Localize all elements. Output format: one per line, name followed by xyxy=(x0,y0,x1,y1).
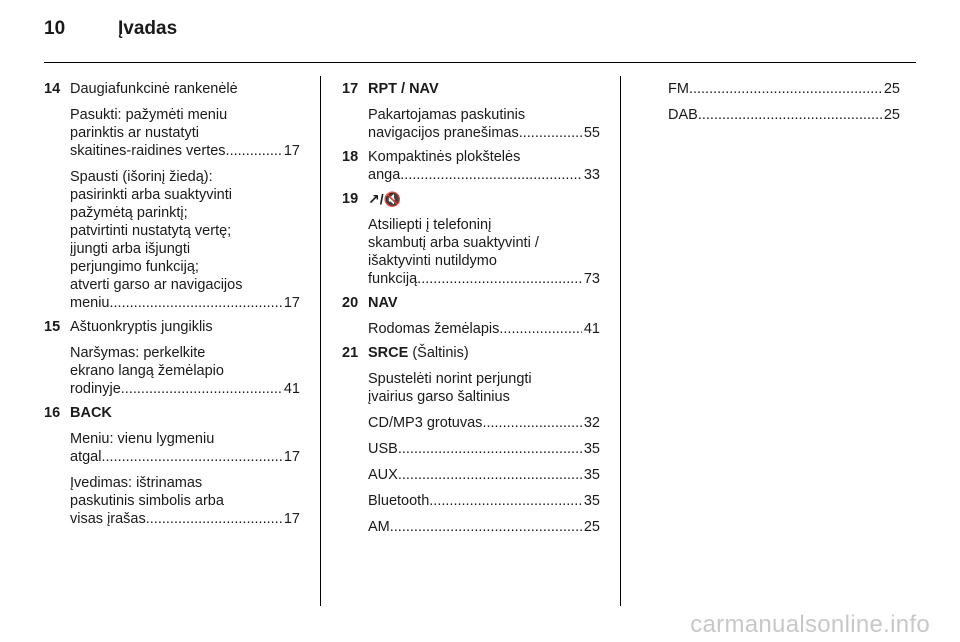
page-reference[interactable] xyxy=(668,106,900,124)
text-line: Naršymas: perkelkite xyxy=(70,345,206,361)
leader-dots xyxy=(698,106,882,124)
page-ref-number: 32 xyxy=(583,415,600,431)
page-ref-number: 35 xyxy=(583,467,600,483)
entry-title: BACK xyxy=(70,405,112,421)
text-line: Kompaktinės plokštelės xyxy=(368,149,521,165)
text-line: Meniu: vienu lygmeniu xyxy=(70,431,215,447)
text-line: pasirinkti arba suaktyvinti xyxy=(70,187,232,203)
reference-label: Rodomas žemėlapis xyxy=(368,321,500,337)
leader-dots xyxy=(101,448,281,466)
reference-label: AM xyxy=(368,519,390,535)
page-reference[interactable] xyxy=(368,440,600,458)
reference-label: meniu xyxy=(70,295,110,311)
text-line: Spustelėti norint perjungti xyxy=(368,371,532,387)
phone-mute-icon: ↗/🔇 xyxy=(368,191,402,207)
text-line: Atsiliepti į telefoninį xyxy=(368,217,492,233)
page-reference[interactable] xyxy=(668,80,900,98)
text-line: atverti garso ar navigacijos xyxy=(70,277,243,293)
page-reference[interactable] xyxy=(70,294,300,312)
page-reference[interactable] xyxy=(368,270,600,288)
page-ref-number: 33 xyxy=(583,167,600,183)
entry-paragraph xyxy=(368,106,600,142)
page-ref-number: 73 xyxy=(583,271,600,287)
leader-dots xyxy=(121,380,282,398)
page-reference[interactable] xyxy=(70,448,300,466)
text-line: Įvedimas: ištrinamas xyxy=(70,475,203,491)
page-reference[interactable] xyxy=(368,166,600,184)
entry-17 xyxy=(342,80,600,142)
reference-label: navigacijos pranešimas xyxy=(368,125,519,141)
page-ref-number: 41 xyxy=(283,381,300,397)
entry-paragraph xyxy=(368,370,600,406)
reference-label: USB xyxy=(368,441,398,457)
entry-15 xyxy=(44,318,300,398)
reference-label: FM xyxy=(668,81,689,97)
page-reference[interactable] xyxy=(368,492,600,510)
leader-dots xyxy=(390,518,582,536)
reference-label: DAB xyxy=(668,107,698,123)
text-line: ekrano langą žemėlapio xyxy=(70,363,224,379)
column-3 xyxy=(668,80,900,124)
header-rule xyxy=(44,62,916,63)
reference-label: AUX xyxy=(368,467,398,483)
page-ref-number: 41 xyxy=(583,321,600,337)
entry-paragraph xyxy=(70,474,300,528)
page-ref-number: 55 xyxy=(583,125,600,141)
page-ref-number: 17 xyxy=(283,295,300,311)
entry-paragraph xyxy=(70,168,300,312)
entry-title-line xyxy=(368,344,600,362)
leader-dots xyxy=(499,320,581,338)
leader-dots xyxy=(146,510,282,528)
entry-title: RPT / NAV xyxy=(368,81,439,97)
column-divider-1 xyxy=(320,76,321,606)
column-2 xyxy=(342,80,600,536)
entry-paragraph xyxy=(368,216,600,288)
leader-dots xyxy=(398,440,582,458)
entry-title: NAV xyxy=(368,295,398,311)
entry-number: 15 xyxy=(44,319,61,335)
page-reference[interactable] xyxy=(368,518,600,536)
entry-number: 20 xyxy=(342,295,359,311)
text-line: perjungimo funkciją; xyxy=(70,259,199,275)
reference-label: funkciją xyxy=(368,271,418,287)
page-reference[interactable] xyxy=(70,142,300,160)
reference-label: rodinyje xyxy=(70,381,121,397)
leader-dots xyxy=(429,492,582,510)
reference-label: anga xyxy=(368,167,401,183)
entry-number: 19 xyxy=(342,191,359,207)
page-ref-number: 25 xyxy=(883,81,900,97)
page-ref-number: 17 xyxy=(283,511,300,527)
text-line: įvairius garso šaltinius xyxy=(368,389,510,405)
leader-dots xyxy=(519,124,582,142)
entry-number: 16 xyxy=(44,405,61,421)
entry-paragraph xyxy=(70,430,300,466)
page-title: Įvadas xyxy=(118,18,178,39)
text-line: pažymėtą parinktį; xyxy=(70,205,188,221)
page-reference[interactable] xyxy=(368,320,600,338)
entry-paragraph xyxy=(368,320,600,338)
page-ref-number: 17 xyxy=(283,143,300,159)
entry-title: Daugiafunkcinė rankenėlė xyxy=(70,81,238,97)
entry-title: Aštuonkryptis jungiklis xyxy=(70,319,213,335)
text-line: Pasukti: pažymėti meniu xyxy=(70,107,228,123)
reference-label: skaitines-raidines vertes xyxy=(70,143,226,159)
page-ref-number: 35 xyxy=(583,493,600,509)
text-line: parinktis ar nustatyti xyxy=(70,125,199,141)
entry-number: 14 xyxy=(44,81,61,97)
leader-dots xyxy=(482,414,581,432)
entry-title-suffix: (Šaltinis) xyxy=(412,345,469,361)
reference-label: atgal xyxy=(70,449,102,465)
leader-dots xyxy=(398,466,582,484)
page-reference[interactable] xyxy=(368,124,600,142)
page-reference[interactable] xyxy=(70,510,300,528)
leader-dots xyxy=(689,80,882,98)
text-line: paskutinis simbolis arba xyxy=(70,493,224,509)
reference-label: CD/MP3 grotuvas xyxy=(368,415,483,431)
page-reference[interactable] xyxy=(70,380,300,398)
page-reference[interactable] xyxy=(368,414,600,432)
entry-16 xyxy=(44,404,300,528)
entry-title: SRCE xyxy=(368,345,409,361)
leader-dots xyxy=(110,294,282,312)
text-line: Spausti (išorinį žiedą): xyxy=(70,169,213,185)
text-line: išaktyvinti nutildymo xyxy=(368,253,497,269)
leader-dots xyxy=(417,270,582,288)
text-line: skambutį arba suaktyvinti / xyxy=(368,235,539,251)
entry-14 xyxy=(44,80,300,312)
watermark: carmanualsonline.info xyxy=(690,611,930,638)
page-number: 10 xyxy=(44,18,66,39)
entry-18 xyxy=(342,148,600,184)
column-1 xyxy=(44,80,300,528)
entry-number: 18 xyxy=(342,149,359,165)
column-divider-2 xyxy=(620,76,621,606)
leader-dots xyxy=(226,142,282,160)
text-line: patvirtinti nustatytą vertę; xyxy=(70,223,232,239)
page-header xyxy=(44,18,177,40)
entry-paragraph xyxy=(70,106,300,160)
reference-label: visas įrašas xyxy=(70,511,146,527)
entry-paragraph xyxy=(368,148,600,184)
leader-dots xyxy=(400,166,582,184)
page-reference[interactable] xyxy=(368,466,600,484)
entry-number: 17 xyxy=(342,81,359,97)
page-ref-number: 35 xyxy=(583,441,600,457)
entry-20 xyxy=(342,294,600,338)
entry-number: 21 xyxy=(342,345,359,361)
reference-label: Bluetooth xyxy=(368,493,430,509)
entry-21 xyxy=(342,344,600,536)
page-ref-number: 17 xyxy=(283,449,300,465)
entry-19 xyxy=(342,190,600,288)
page-ref-number: 25 xyxy=(883,107,900,123)
text-line: įjungti arba išjungti xyxy=(70,241,191,257)
page-ref-number: 25 xyxy=(583,519,600,535)
text-line: Pakartojamas paskutinis xyxy=(368,107,526,123)
entry-paragraph xyxy=(70,344,300,398)
